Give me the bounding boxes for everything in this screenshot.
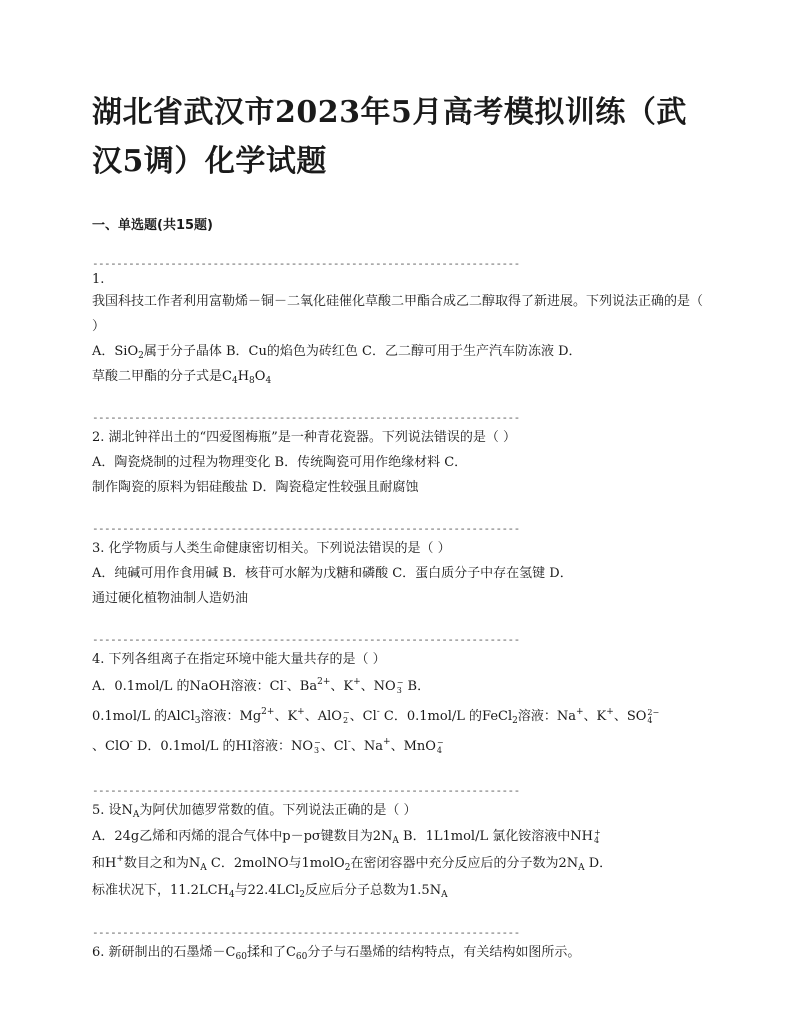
question-6 — [92, 926, 712, 965]
count: 3 — [314, 745, 320, 755]
option-text: 、K — [274, 709, 298, 724]
question-options — [92, 823, 712, 904]
count: 4 — [647, 715, 653, 725]
option-text: 溶液：Na — [517, 709, 576, 724]
ion-charge — [647, 709, 659, 725]
charge: + — [593, 827, 601, 837]
option-text: H — [237, 369, 250, 384]
subscript: 8 — [249, 376, 255, 386]
option-text: 制作陶瓷的原料为铝硅酸盐 D．陶瓷稳定性较强且耐腐蚀 — [92, 480, 419, 495]
option-text: 、AlO — [304, 709, 342, 724]
title-line-2: 汉5调）化学试题 — [92, 144, 327, 179]
count: 4 — [436, 745, 442, 755]
ion-charge — [594, 829, 601, 845]
option-text: C．2molNO与1molO — [206, 856, 345, 871]
option-text: 、NO — [360, 679, 396, 694]
text: 分子与石墨烯的结构特点，有关结构如图所示。 — [307, 945, 581, 960]
question-options — [92, 450, 712, 500]
subscript: A — [200, 863, 207, 873]
subscript: 2 — [138, 351, 144, 361]
option-text: 数目之和为N — [123, 856, 201, 871]
option-text: 、Na — [350, 739, 384, 754]
option-text: A．纯碱可用作食用碱 B．核苷可水解为戊糖和磷酸 C．蛋白质分子中存在氢键 D． — [92, 566, 573, 581]
superscript: + — [576, 707, 584, 717]
question-text — [92, 940, 712, 965]
subscript: A — [578, 863, 585, 873]
section-heading: 一、单选题(共15题) — [92, 218, 213, 233]
subscript: 60 — [295, 952, 308, 962]
option-text: A．SiO — [92, 344, 139, 359]
option-text: 草酸二甲酯的分子式是C — [92, 369, 232, 384]
subscript: 4 — [231, 376, 238, 386]
page-title — [92, 88, 712, 186]
subscript: 60 — [235, 952, 247, 962]
option-text: 、MnO — [390, 739, 436, 754]
superscript: - — [376, 707, 380, 717]
option-text: B． — [403, 679, 431, 694]
option-text: B．1L1mol/L 氯化铵溶液中NH — [398, 829, 593, 844]
option-text: 、Ba — [286, 679, 318, 694]
document-page — [92, 88, 712, 965]
subscript: 2 — [299, 890, 306, 900]
subscript: 4 — [265, 376, 272, 386]
superscript: 2+ — [261, 707, 275, 717]
charge: − — [396, 677, 404, 687]
count: 4 — [593, 835, 600, 845]
ion-charge — [314, 739, 321, 755]
superscript: + — [353, 677, 361, 687]
option-text: 、K — [330, 679, 354, 694]
text: 揉和了C — [246, 945, 296, 960]
question-2 — [92, 411, 712, 500]
question-text: 我国科技工作者利用富勒烯－铜－二氧化硅催化草酸二甲酯合成乙二醇取得了新进展。下列说法正确的是（ ） — [92, 294, 704, 334]
superscript: 2+ — [317, 677, 331, 687]
text: 为阿伏加德罗常数的值。下列说法正确的是（ ） — [139, 803, 417, 818]
question-options — [92, 561, 712, 611]
option-text: 与22.4LCl — [234, 883, 300, 898]
divider: ----------------------------------------------------------------------- — [92, 522, 520, 535]
superscript: - — [283, 677, 287, 687]
option-text: A．陶瓷烧制的过程为物理变化 B．传统陶瓷可用作绝缘材料 C． — [92, 455, 468, 470]
ion-charge — [437, 739, 444, 755]
superscript: - — [129, 737, 133, 747]
question-text: 3. 化学物质与人类生命健康密切相关。下列说法错误的是（ ） — [92, 541, 451, 556]
question-3 — [92, 522, 712, 611]
charge: − — [342, 707, 350, 717]
question-number: 1. — [92, 272, 105, 287]
text: 5. 设N — [92, 803, 133, 818]
question-options — [92, 339, 712, 389]
superscript: - — [347, 737, 351, 747]
option-text: D． — [584, 856, 613, 871]
option-text: 和H — [92, 856, 117, 871]
option-text: 、SO — [613, 709, 647, 724]
option-text: 反应后分子总数为1.5N — [305, 883, 442, 898]
option-text: 在密闭容器中充分反应后的分子数为2N — [350, 856, 579, 871]
divider: ----------------------------------------------------------------------- — [92, 257, 520, 270]
title-line-1: 湖北省武汉市2023年5月高考模拟训练（武 — [92, 95, 687, 130]
option-text: 0.1mol/L 的AlCl — [92, 709, 195, 724]
question-1 — [92, 257, 712, 389]
count: 2 — [342, 715, 349, 725]
subscript: A — [441, 890, 448, 900]
subscript: 4 — [228, 890, 235, 900]
subscript: A — [132, 810, 140, 820]
option-text: C．0.1mol/L 的FeCl — [379, 709, 513, 724]
question-text: 2. 湖北钟祥出土的“四爱图梅瓶”是一种青花瓷器。下列说法错误的是（ ） — [92, 430, 516, 445]
count: 3 — [396, 685, 402, 695]
superscript: + — [297, 707, 305, 717]
option-text: 、Cl — [320, 739, 348, 754]
ion-charge — [343, 709, 350, 725]
option-text: O — [254, 369, 266, 384]
option-text: 、K — [583, 709, 607, 724]
option-text: 溶液：Mg — [200, 709, 262, 724]
divider: ----------------------------------------------------------------------- — [92, 926, 520, 939]
subscript: 2 — [512, 716, 518, 726]
option-text: A．0.1mol/L 的NaOH溶液：Cl — [92, 679, 284, 694]
option-text: 属于分子晶体 B．Cu的焰色为砖红色 C．乙二醇可用于生产汽车防冻液 D． — [143, 344, 582, 359]
option-text: 标准状况下，11.2LCH — [92, 883, 229, 898]
subscript: 2 — [344, 863, 351, 873]
charge: − — [314, 737, 321, 747]
divider: ----------------------------------------------------------------------- — [92, 633, 520, 646]
subscript: 3 — [194, 716, 201, 726]
text: 6. 新研制出的石墨烯－C — [92, 945, 236, 960]
question-options — [92, 672, 712, 762]
divider: ----------------------------------------------------------------------- — [92, 784, 520, 797]
subscript: A — [392, 836, 399, 846]
option-text: D．0.1mol/L 的HI溶液：NO — [132, 739, 314, 754]
superscript: + — [383, 737, 391, 747]
option-text: A．24g乙烯和丙烯的混合气体中p－pσ键数目为2N — [92, 829, 393, 844]
option-text: 、Cl — [349, 709, 377, 724]
charge: 2− — [647, 707, 660, 717]
question-text: 4. 下列各组离子在指定环境中能大量共存的是（ ） — [92, 652, 386, 667]
superscript: + — [606, 707, 614, 717]
question-5 — [92, 784, 712, 904]
divider: ----------------------------------------------------------------------- — [92, 411, 520, 424]
superscript: + — [116, 854, 124, 864]
question-4 — [92, 633, 712, 762]
option-text: 通过硬化植物油制人造奶油 — [92, 591, 249, 606]
option-text: 、ClO — [92, 739, 130, 754]
charge: − — [436, 737, 444, 747]
question-text — [92, 798, 712, 823]
